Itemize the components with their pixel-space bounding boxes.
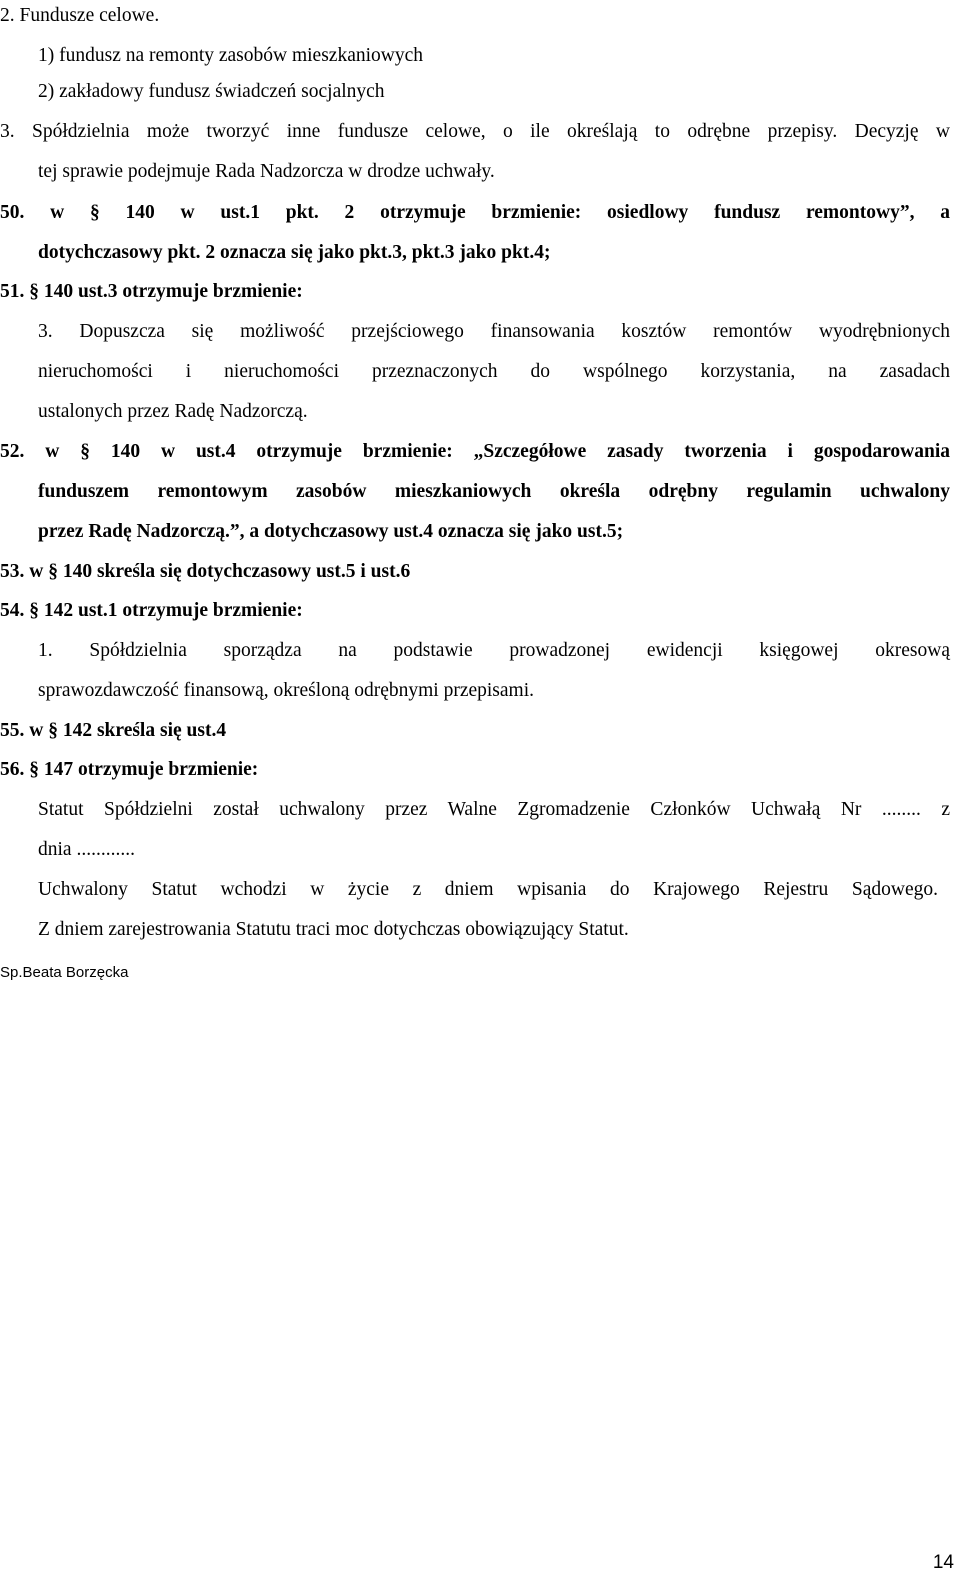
- paragraph-line: Uchwalony Statut wchodzi w życie z dniem wpisania do Krajowego Rejestru Sądowego.: [38, 879, 938, 900]
- amendment-54: 54. § 142 ust.1 otrzymuje brzmienie:: [0, 600, 303, 621]
- amendment-53: 53. w § 140 skreśla się dotychczasowy ust.5 i ust.6: [0, 561, 411, 582]
- paragraph-line: Statut Spółdzielni został uchwalony przez Walne Zgromadzenie Członków Uchwałą Nr ........ z: [38, 799, 950, 820]
- section-heading: 2. Fundusze celowe.: [0, 5, 160, 26]
- paragraph-line: sprawozdawczość finansową, określoną odrębnymi przepisami.: [38, 680, 535, 701]
- paragraph-line: 3. Dopuszcza się możliwość przejściowego finansowania kosztów remontów wyodrębnionych: [38, 321, 950, 342]
- page-number: 14: [932, 1552, 954, 1573]
- amendment-50-cont: dotychczasowy pkt. 2 oznacza się jako pkt.3, pkt.3 jako pkt.4;: [38, 242, 551, 263]
- amendment-52-cont: funduszem remontowym zasobów mieszkaniowych określa odrębny regulamin uchwalony: [38, 481, 950, 502]
- paragraph-line: nieruchomości i nieruchomości przeznaczonych do wspólnego korzystania, na zasadach: [38, 361, 950, 382]
- amendment-52: 52. w § 140 w ust.4 otrzymuje brzmienie: „Szczegółowe zasady tworzenia i gospodarowania: [0, 441, 950, 462]
- list-item: 1) fundusz na remonty zasobów mieszkaniowych: [38, 45, 424, 66]
- signature-text: Sp.Beata Borzęcka: [0, 964, 129, 981]
- paragraph-line: 3. Spółdzielnia może tworzyć inne fundusze celowe, o ile określają to odrębne przepisy. Decyzję w: [0, 121, 950, 142]
- amendment-50: 50. w § 140 w ust.1 pkt. 2 otrzymuje brzmienie: osiedlowy fundusz remontowy”, a: [0, 202, 950, 223]
- list-item: 2) zakładowy fundusz świadczeń socjalnych: [38, 81, 385, 102]
- paragraph-line: ustalonych przez Radę Nadzorczą.: [38, 401, 308, 422]
- paragraph-line: tej sprawie podejmuje Rada Nadzorcza w drodze uchwały.: [38, 161, 495, 182]
- amendment-52-cont: przez Radę Nadzorczą.”, a dotychczasowy ust.4 oznacza się jako ust.5;: [38, 521, 624, 542]
- amendment-56: 56. § 147 otrzymuje brzmienie:: [0, 759, 259, 780]
- paragraph-line: dnia ............: [38, 839, 135, 860]
- paragraph-line: 1. Spółdzielnia sporządza na podstawie prowadzonej ewidencji księgowej okresową: [38, 640, 950, 661]
- amendment-51: 51. § 140 ust.3 otrzymuje brzmienie:: [0, 281, 303, 302]
- paragraph-line: Z dniem zarejestrowania Statutu traci moc dotychczas obowiązujący Statut.: [38, 919, 629, 940]
- amendment-55: 55. w § 142 skreśla się ust.4: [0, 720, 227, 741]
